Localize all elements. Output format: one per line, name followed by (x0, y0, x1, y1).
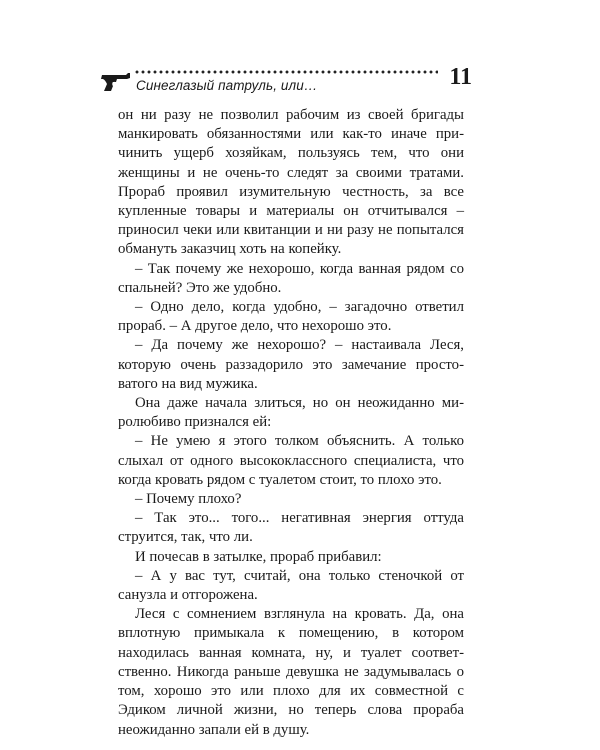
paragraph: – Так почему же нехорошо, когда ванная рядом со спальней? Это же удобно. (118, 260, 464, 296)
paragraph: – Не умею я этого толком объяснить. А только слыхал от одного высококлассного специалиста, что когда кровать рядом с туалетом стоит, то плохо это. (118, 433, 464, 488)
running-title: Синеглазый патруль, или… (136, 78, 318, 93)
paragraph: – Почему плохо? (135, 491, 242, 508)
paragraph: он ни разу не позволил рабочим из своей бригады манкировать обязанностями или как-то иначе причинить ущерб хозяйкам, пользуясь тем, что они женщины и не очень-то следят за своими тратами. Прораб проявил изумительную честность, за все купленные товары и материалы он отчитывался – приносил чеки или квитанции и ни разу не попытался обмануть заказчиц хоть на копейку. (118, 107, 464, 258)
page-number: 11 (449, 64, 472, 90)
revolver-icon (100, 72, 132, 92)
paragraph: Леся с сомнением взглянула на кровать. Да, она вплотную примыкала к помещению, в котором находилась ванная комната, ну, и туалет соответственно. Никогда раньше девушка не задумывалась о том, хорошо это или плохо для их совместной с Эдиком личной жизни, но теперь слова прораба неожиданно запали ей в душу. (118, 606, 464, 738)
paragraph: – Да почему же нехорошо? – настаивала Леся, которую очень раззадорило это замечание простоватого на вид мужика. (118, 337, 464, 392)
paragraph: – Так это... того... негативная энергия оттуда струится, так, что ли. (118, 510, 464, 546)
paragraph: – Одно дело, когда удобно, – загадочно ответил прораб. – А другое дело, что нехорошо это. (118, 299, 464, 335)
paragraph: И почесав в затылке, прораб прибавил: (135, 548, 382, 565)
body-text (118, 106, 464, 740)
running-header (100, 64, 472, 98)
paragraph: Она даже начала злиться, но он неожиданно миролюбиво признался ей: (118, 395, 464, 431)
paragraph: – А у вас тут, считай, она только стеночкой от санузла и отгорожена. (118, 567, 464, 604)
dotted-rule (134, 69, 438, 75)
